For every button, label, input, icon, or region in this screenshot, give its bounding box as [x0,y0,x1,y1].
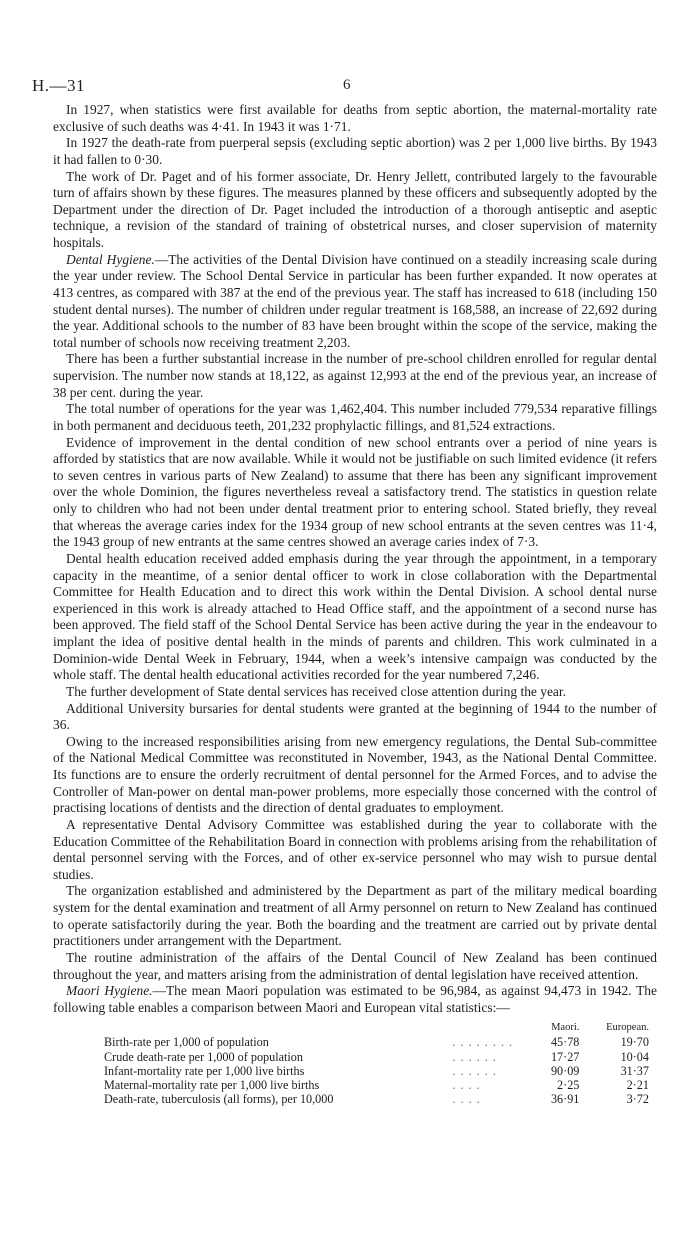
leader-dots: . . . . . . . . [452,1035,514,1050]
table-row [53,1078,657,1092]
paragraph: In 1927 the death-rate from puerperal sepsis (excluding septic abortion) was 2 per 1,000 live births. By 1943 it had fallen to 0·30. [53,135,657,167]
row-label: Infant-mortality rate per 1,000 live births [104,1063,305,1078]
section-heading: Dental Hygiene. [66,251,155,267]
vital-statistics-table [53,1021,657,1106]
maori-value: 36·91 [550,1091,580,1106]
paragraph: Evidence of improvement in the dental condition of new school entrants over a period of nine years is afforded by statistics that are now available. While it would not be justifiable on such limited evidence (it refers to seven centres in various parts of New Zealand) to assume that there has been any significant improvement over the whole Dominion, the figures nevertheless reveal a satisfactory trend. The statistics in question relate only to children who had not been under dental treatment prior to entering school. Stated briefly, they reveal that whereas the average caries index for the 1934 group of new school entrants at the seven centres was 11·4, the 1943 group of new entrants at the same centres showed an average caries index of 7·3. [53,434,657,550]
european-value: 3·72 [626,1091,649,1106]
row-label: Maternal-mortality rate per 1,000 live births [104,1077,320,1092]
european-value: 10·04 [620,1049,649,1064]
leader-dots: . . . . . . [452,1049,497,1064]
maori-value: 17·27 [550,1049,580,1064]
maori-value: 45·78 [550,1035,580,1050]
table-header-row [53,1021,657,1035]
european-value: 2·21 [626,1077,649,1092]
page-number: 6 [343,77,351,93]
paragraph: In 1927, when statistics were first available for deaths from septic abortion, the maternal-mortality rate exclusive of such deaths was 4·41. In 1943 it was 1·71. [53,102,657,134]
leader-dots: . . . . [452,1077,481,1092]
paragraph: The organization established and administered by the Department as part of the military medical boarding system for the dental examination and treatment of all Army personnel on return to New Zealand has continued to operate satisfactorily during the year. Both the boarding and the treatment are carried out by private dental practitioners under arrangement with the Department. [53,883,657,949]
column-header-european: European. [606,1022,649,1034]
report-code: H.—31 [32,76,86,95]
paragraph: Dental health education received added emphasis during the year through the appointment, in a temporary capacity in the meantime, of a senior dental officer to work in close collaboration with the Departmental Committee for Health Education and to direct this work within the Dental Division. A school dental nurse experienced in this work is already attached to Head Office staff, and the appointment of a second nurse has been approved. The field staff of the School Dental Service has been active during the year in the endeavour to implant the idea of positive dental health in the minds of parents and children. This work culminated in a Dominion-wide Dental Week in February, 1944, when a week’s intensive campaign was conducted by the whole staff. The dental health educational activities recorded for the year numbered 7,246. [53,550,657,683]
table-row [53,1035,657,1049]
row-label: Crude death-rate per 1,000 of population [104,1049,303,1064]
paragraph: The routine administration of the affairs of the Dental Council of New Zealand has been continued throughout the year, and matters arising from the administration of dental legislation have received attention. [53,949,657,982]
european-value: 19·70 [620,1035,649,1050]
paragraph: The total number of operations for the year was 1,462,404. This number included 779,534 reparative fillings in both permanent and deciduous teeth, 201,232 prophylactic fillings, and 81,524 extractions. [53,401,657,433]
leader-dots: . . . . [452,1091,481,1106]
section-heading: Maori Hygiene. [66,983,153,999]
column-header-maori: Maori. [551,1022,580,1034]
paragraph: A representative Dental Advisory Committee was established during the year to collaborate with the Education Committee of the Rehabilitation Board in connection with problems arising from the rehabilitation of dental personnel serving with the Forces, and of other ex-service personnel who may wish to pursue dental studies. [53,816,657,882]
paragraph-dental-hygiene: Dental Hygiene.—The activities of the Dental Division have continued on a steadily increasing scale during the year under review. The School Dental Service in particular has been further expanded. It now operates at 413 centres, as compared with 387 at the end of the previous year. The staff has increased to 618 (including 150 student dental nurses). The number of children under regular treatment is 168,588, an increase of 22,692 during the year. Additional schools to the number of 83 have been brought within the scope of the service, making the total number of schools now receiving treatment 2,203. [53,251,658,350]
table-row [53,1064,657,1078]
leader-dots: . . . . . . [452,1063,497,1078]
row-label: Birth-rate per 1,000 of population [104,1035,269,1050]
paragraph: The further development of State dental services has received close attention during the year. [66,683,566,699]
paragraph: There has been a further substantial increase in the number of pre-school children enrolled for regular dental supervision. The number now stands at 18,122, as against 12,993 at the end of the previous year, an increase of 38 per cent. during the year. [53,351,657,400]
table-row [53,1050,657,1064]
paragraph: The work of Dr. Paget and of his former associate, Dr. Henry Jellett, contributed largely to the favourable turn of affairs shown by these figures. The measures planned by these officers and subsequently adopted by the Department under the direction of Dr. Paget included the introduction of a thorough antiseptic and aseptic technique, a revision of the standard of training of obstetrical nurses, and closer supervision of maternity hospitals. [53,168,657,250]
paragraph: Additional University bursaries for dental students were granted at the beginning of 1944 to the number of 36. [53,700,657,733]
body-text [53,102,657,1106]
paragraph: Owing to the increased responsibilities arising from new emergency regulations, the Dental Sub-committee of the National Medical Committee was reconstituted in November, 1943, as the National Dental Committee. Its functions are to ensure the orderly recruitment of dental personnel for the Armed Forces, and to advise the Controller of Man-power on dental man-power problems, more especially those concerned with the control of practising locations of dentists and the direction of dental graduates to employment. [53,733,657,816]
european-value: 31·37 [620,1063,649,1078]
paragraph-maori-hygiene: Maori Hygiene.—The mean Maori population was estimated to be 96,984, as against 94,473 in 1942. The following table enables a comparison between Maori and European vital statistics:— [53,983,657,1015]
row-label: Death-rate, tuberculosis (all forms), per 10,000 [104,1091,334,1106]
table-row [53,1092,657,1106]
maori-value: 2·25 [557,1077,580,1092]
maori-value: 90·09 [550,1063,580,1078]
